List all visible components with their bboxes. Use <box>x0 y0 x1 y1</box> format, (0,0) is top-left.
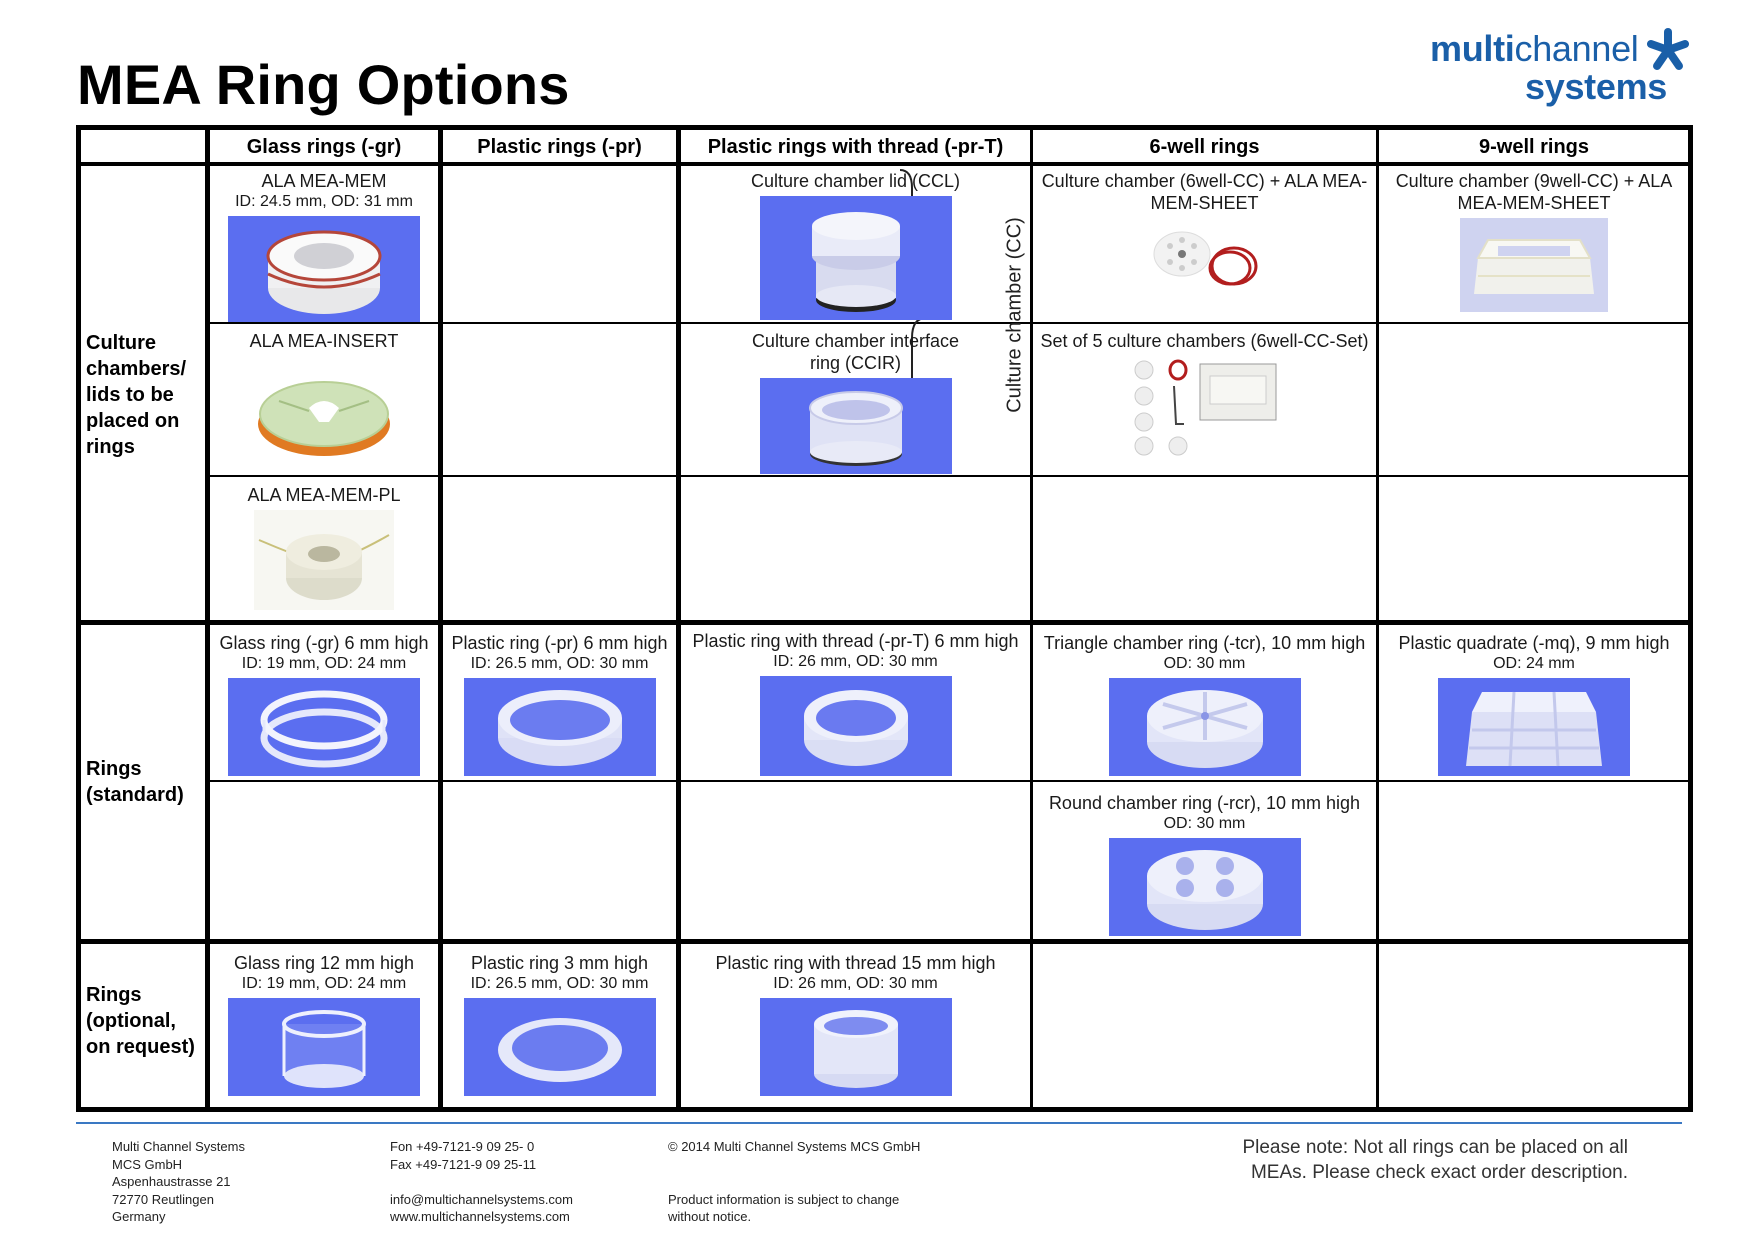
item-ala-mea-mem: ALA MEA-MEM ID: 24.5 mm, OD: 31 mm <box>210 170 438 322</box>
row-label-culture: Culture chambers/ lids to be placed on rings <box>86 332 187 458</box>
item-ala-mea-insert: ALA MEA-INSERT <box>210 330 438 466</box>
column-header-plastic: Plastic rings (-pr) <box>477 135 642 158</box>
page-title: MEA Ring Options <box>77 53 570 116</box>
item-triangle-chamber-ring: Triangle chamber ring (-tcr), 10 mm high OD: 30 mm <box>1033 632 1376 776</box>
column-header-9well: 9-well rings <box>1478 135 1590 158</box>
item-glass-ring-12mm: Glass ring 12 mm high ID: 19 mm, OD: 24 mm <box>210 952 438 1096</box>
item-6well-culture-chamber: Culture chamber (6well-CC) + ALA MEA-MEM-SHEET <box>1033 170 1376 300</box>
round-chamber-ring-photo <box>1109 838 1301 936</box>
email-link[interactable]: info@multichannelsystems.com <box>390 1191 573 1207</box>
item-6well-cc-set: Set of 5 culture chambers (6well-CC-Set) <box>1033 330 1376 456</box>
footer-address: Multi Channel Systems MCS GmbH Aspenhaustrasse 21 72770 Reutlingen Germany <box>112 1139 245 1224</box>
item-ala-mea-mem-pl: ALA MEA-MEM-PL <box>210 484 438 610</box>
footer-legal: © 2014 Multi Channel Systems MCS GmbH Product information is subject to change without notice. <box>668 1139 921 1224</box>
item-plastic-ring-thread-15mm: Plastic ring with thread 15 mm high ID: 26 mm, OD: 30 mm <box>681 952 1030 1096</box>
website-link[interactable]: www.multichannelsystems.com <box>390 1209 570 1224</box>
column-header-6well: 6-well rings <box>1149 135 1260 158</box>
asterisk-logo-icon <box>1646 28 1690 72</box>
6well-cc-set-photo <box>1130 356 1280 456</box>
glass-ring-12mm-photo <box>228 998 420 1096</box>
9well-cc-photo <box>1460 218 1608 312</box>
footer-contact: Fon +49-7121-9 09 25- 0 Fax +49-7121-9 09 25-11 info@multichannelsystems.com www.multichannelsystems.com <box>390 1139 573 1224</box>
ala-mea-insert-photo <box>249 356 399 466</box>
item-round-chamber-ring: Round chamber ring (-rcr), 10 mm high OD: 30 mm <box>1033 792 1376 936</box>
plastic-ring-6mm-photo <box>464 678 656 776</box>
item-glass-ring-6mm: Glass ring (-gr) 6 mm high ID: 19 mm, OD: 24 mm <box>210 632 438 776</box>
item-plastic-quadrate: Plastic quadrate (-mq), 9 mm high OD: 24 mm <box>1379 632 1689 776</box>
ccl-photo <box>760 196 952 320</box>
column-header-glass: Glass rings (-gr) <box>246 135 402 158</box>
plastic-ring-3mm-photo <box>464 998 656 1096</box>
plastic-ring-thread-15mm-photo <box>760 998 952 1096</box>
ccir-photo <box>760 378 952 474</box>
item-culture-chamber-interface-ring: Culture chamber interface ring (CCIR) <box>681 330 1030 474</box>
row-label-optional: Rings (optional, on request) <box>86 984 195 1058</box>
culture-chamber-label: Culture chamber (CC) <box>1003 217 1026 413</box>
6well-cc-photo <box>1150 218 1260 300</box>
company-logo: multichannel systems <box>1430 28 1700 112</box>
footer-note: Please note: Not all rings can be placed on all MEAs. Please check exact order description. <box>1242 1137 1628 1183</box>
item-9well-culture-chamber: Culture chamber (9well-CC) + ALA MEA-MEM-SHEET <box>1379 170 1689 312</box>
ala-mea-mem-pl-photo <box>254 510 394 610</box>
item-plastic-ring-thread-6mm: Plastic ring with thread (-pr-T) 6 mm high ID: 26 mm, OD: 30 mm <box>681 630 1030 776</box>
footer-divider <box>76 1122 1682 1124</box>
item-plastic-ring-3mm: Plastic ring 3 mm high ID: 26.5 mm, OD: 30 mm <box>443 952 676 1096</box>
triangle-chamber-ring-photo <box>1109 678 1301 776</box>
item-culture-chamber-lid: Culture chamber lid (CCL) <box>681 170 1030 320</box>
item-plastic-ring-6mm: Plastic ring (-pr) 6 mm high ID: 26.5 mm, OD: 30 mm <box>443 632 676 776</box>
plastic-quadrate-photo <box>1438 678 1630 776</box>
ala-mea-mem-photo <box>228 216 420 322</box>
row-label-standard: Rings (standard) <box>86 758 184 806</box>
glass-ring-6mm-photo <box>228 678 420 776</box>
column-header-plastic-thread: Plastic rings with thread (-pr-T) <box>707 135 1004 158</box>
plastic-ring-thread-6mm-photo <box>760 676 952 776</box>
